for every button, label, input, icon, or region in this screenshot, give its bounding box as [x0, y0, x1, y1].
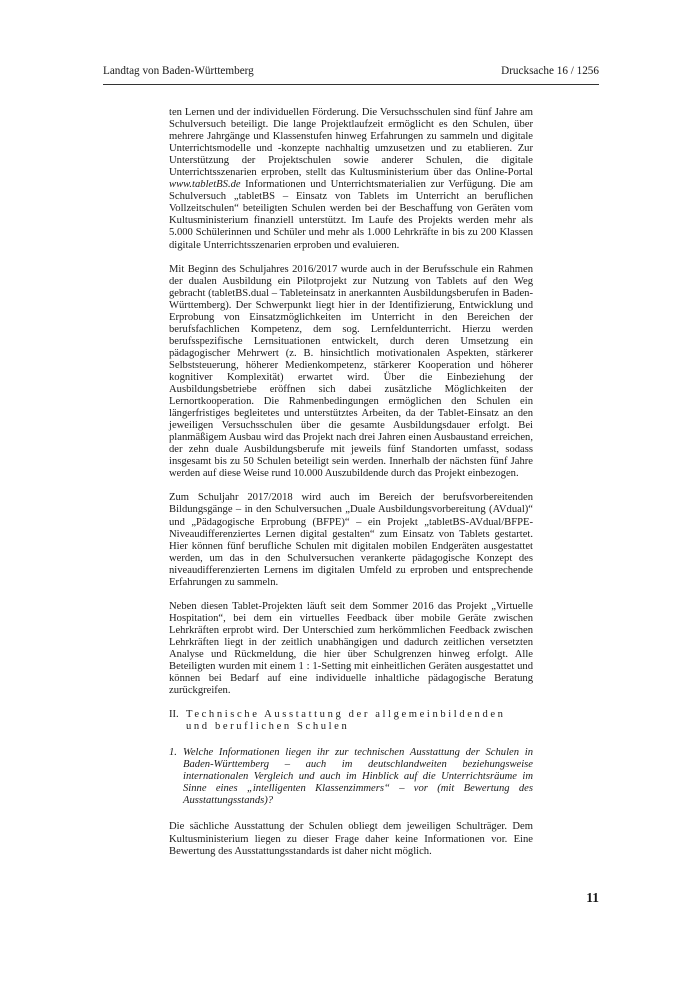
header-document-number: Drucksache 16 / 1256 — [501, 65, 599, 77]
question — [169, 747, 533, 807]
paragraph-3: Zum Schuljahr 2017/2018 wird auch im Bereich der berufsvorbereitenden Bildungsgänge – in den Schulversuchen „Duale Ausbildungsvorbereitung (AVdual)“ und „Pädagogische Erprobung (BFPE)“ – ein Projekt „tabletBS-AVdual/BFPE-Niveaudifferenziertes Lernen digital gestalten“ zum Einsatz von Tablets gestartet. Hier können fünf berufliche Schulen mit digitalen mobilen Endgeräten ausgestattet werden, um das in den Schulversuchen verankerte pädagogische Konzept des niveaudifferenzierten Lernens im digitalen Umfeld zu erproben und entsprechende Erfahrungen zu sammeln. — [169, 492, 533, 588]
header-rule — [103, 84, 599, 85]
section-heading — [169, 709, 533, 733]
portal-url: www.tabletBS.de — [169, 179, 241, 191]
section-number: II. — [169, 709, 179, 721]
paragraph-1 — [169, 107, 533, 252]
page-number: 11 — [586, 890, 599, 905]
answer-paragraph: Die sächliche Ausstattung der Schulen obliegt dem jeweiligen Schulträger. Dem Kultusministerium liegen zu dieser Frage daher keine Informationen vor. Eine Bewertung des Ausstattungsstandards ist daher nicht möglich. — [169, 821, 533, 857]
paragraph-1-text: ten Lernen und der individuellen Förderung. Die Versuchsschulen sind fünf Jahre am Schulversuch beteiligt. Die lange Projektlaufzeit ermöglicht es den Schulen, über mehrere Jahrgänge und Klassenstufen hinweg Erfahrungen zu sammeln und digitale Unterrichtsmodelle und -konzepte nachhaltig umzusetzen und zu etablieren. Zur Unterstützung der Projektschulen sowie anderer Schulen, die digitale Unterrichtsszenarien erproben, stellt das Kultusministerium über das Online-Portal — [169, 107, 533, 179]
paragraph-1-text-cont: Informationen und Unterrichtsmaterialien zur Verfügung. Die am Schulversuch „tabletBS – Einsatz von Tablets im Unterricht an beruflichen Vollzeitschulen“ beteiligten Schulen werden bei der Beschaffung von Geräten vom Kultusministerium finanziell unterstützt. Im Laufe des Projekts werden mehr als 5.000 Schülerinnen und Schüler und mehr als 1.000 Lehrkräfte in bis zu 200 Klassen digitale Unterrichtsszenarien erproben und evaluieren. — [169, 179, 533, 251]
header-parliament-name: Landtag von Baden-Württemberg — [103, 65, 254, 77]
question-number: 1. — [169, 747, 177, 759]
document-body — [169, 107, 533, 870]
paragraph-2: Mit Beginn des Schuljahres 2016/2017 wurde auch in der Berufsschule ein Rahmen der dualen Ausbildung ein Pilotprojekt zur Nutzung von Tablets auf den Weg gebracht (tabletBS.dual – Tableteinsatz in anerkannten Ausbildungsberufen in Baden-Württemberg). Der Schwerpunkt liegt hier in der Identifizierung, Entwicklung und Erprobung von Einsatzmöglichkeiten im Unterricht in den Bereichen der berufsfachlichen Kompetenz, dem sog. Lernfeldunterricht. Hierzu werden berufsspezifische Lernsituationen entwickelt, durch deren Umsetzung ein pädagogischer Mehrwert (z. B. hinsichtlich motivationalen Aspekten, stärkerer Selbststeuerung, höherer Medienkompetenz, stärkerer Kooperation und höherer kognitiver Komplexität) erwartet wird. Über die Einbeziehung der Ausbildungsbetriebe eröffnen sich dabei zusätzliche Möglichkeiten der Lernortkooperation. Die Rahmenbedingungen ermöglichen den Schulen ein längerfristiges begleitetes und unterstütztes Arbeiten, da der Tablet-Einsatz an den jeweiligen Versuchsschulen über die gesamte Ausbildungsdauer erfolgt. Bei planmäßigem Ausbau wird das Projekt nach drei Jahren einen Ausbaustand erreichen, der zehn duale Ausbildungsberufe mit jeweils fünf Standorten umfasst, sodass insgesamt bis zu 50 Schulen beteiligt sein werden. Innerhalb der nächsten fünf Jahre werden auf diese Weise rund 10.000 Auszubildende durch das Projekt einbezogen. — [169, 263, 533, 480]
section-title: Technische Ausstattung der allgemeinbildenden und beruflichen Schulen — [186, 709, 506, 733]
paragraph-4: Neben diesen Tablet-Projekten läuft seit dem Sommer 2016 das Projekt „Virtuelle Hospitation“, bei dem ein virtuelles Feedback über mobile Geräte zwischen Lehrkräften erprobt wird. Der Unterschied zum herkömmlichen Feedback zwischen Lehrkräften liegt in der zeitlich unabhängigen und dadurch zeitlichen versetzten Analyse und Rückmeldung, die hier über Schulgrenzen hinweg erfolgt. Alle Beteiligten wurden mit einem 1 : 1-Setting mit einheitlichen Geräten ausgestattet und können bei Bedarf auf eine individuelle inhaltliche pädagogische Beratung zurückgreifen. — [169, 600, 533, 697]
page-header — [103, 64, 599, 78]
question-text: Welche Informationen liegen ihr zur technischen Ausstattung der Schulen in Baden-Württemberg – auch im deutschlandweiten beziehungsweise internationalen Vergleich und auch im Hinblick auf die Unterrichtsräume im Sinne eines „intelligenten Klassenzimmers“ – vor (mit Bewertung des Ausstattungsstands)? — [183, 747, 533, 807]
